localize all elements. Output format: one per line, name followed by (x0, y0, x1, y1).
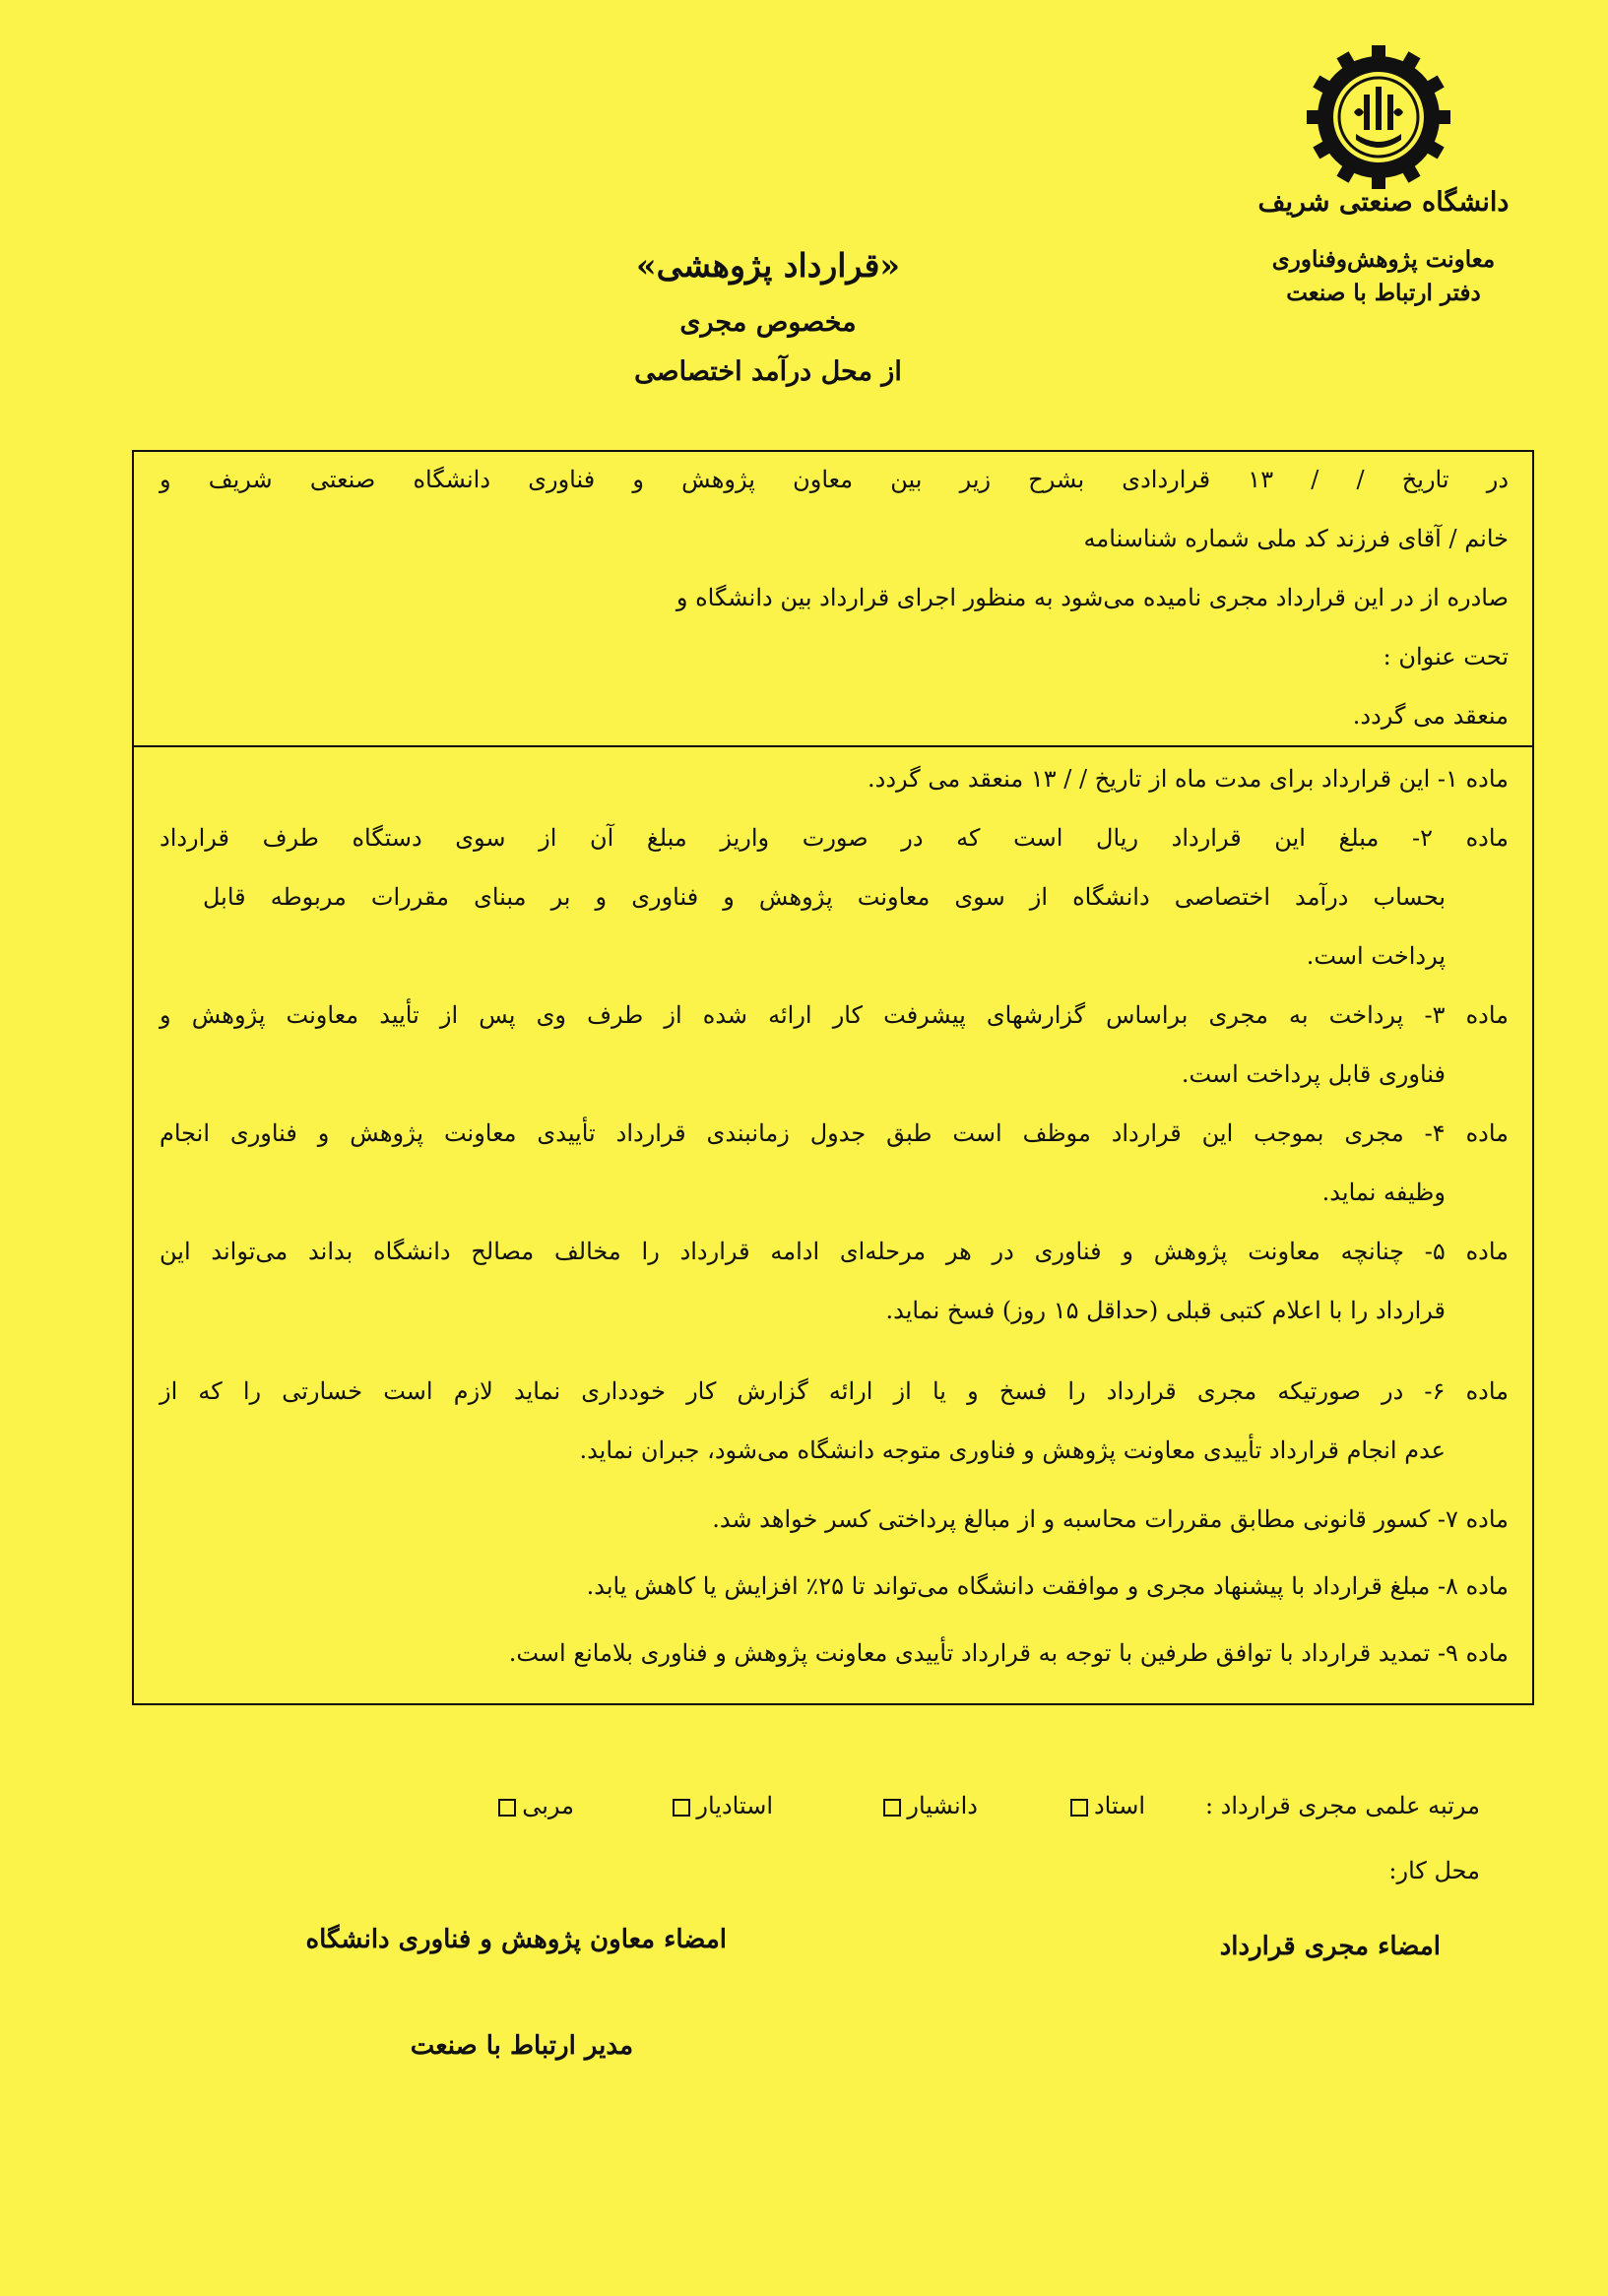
preamble-line: صادره از در این قرارداد مجری نامیده می‌شود به منظور اجرای قرارداد بین دانشگاه و (675, 584, 1509, 611)
preamble-line: تحت عنوان : (1383, 643, 1509, 670)
rank-option-label: استاد (1093, 1792, 1145, 1819)
box-divider (134, 745, 1532, 747)
article-1: ماده ۱- این قرارداد برای مدت ماه از تاریخ / / ۱۳ منعقد می گردد. (868, 765, 1509, 793)
checkbox-assistant[interactable] (673, 1799, 690, 1817)
rank-option-professor[interactable] (1064, 1792, 1145, 1819)
office-name: دفتر ارتباط با صنعت (1286, 280, 1481, 306)
rank-label: مرتبه علمی مجری قرارداد : (1204, 1792, 1480, 1819)
preamble-line: در تاریخ / / ۱۳ قراردادی بشرح زیر بین معاون پژوهش و فناوری دانشگاه صنعتی شریف و (160, 466, 1509, 493)
contract-box (132, 450, 1534, 1705)
rank-option-assistant[interactable] (667, 1792, 773, 1819)
university-logo-icon (1305, 43, 1452, 191)
article-7: ماده ۷- کسور قانونی مطابق مقررات محاسبه و از مبالغ پرداختی کسر خواهد شد. (712, 1505, 1509, 1533)
executor-signature-label: امضاء مجری قرارداد (1219, 1932, 1441, 1961)
article-3: ماده ۳- پرداخت به مجری براساس گزارشهای پیشرفت کار ارائه شده از طرف وی پس از تأیید معاونت پژوهش و (160, 1001, 1509, 1029)
preamble-line: خانم / آقای فرزند کد ملی شماره شناسنامه (1083, 525, 1509, 552)
document-title: «قرارداد پژوهشی» (635, 246, 901, 285)
rank-option-label: استادیار (696, 1792, 773, 1819)
document-subtitle: مخصوص مجری (679, 307, 857, 338)
rank-option-instructor[interactable] (492, 1792, 574, 1819)
article-5-cont: قرارداد را با اعلام کتبی قبلی (حداقل ۱۵ روز) فسخ نماید. (885, 1297, 1446, 1324)
rank-option-associate[interactable] (877, 1792, 978, 1819)
article-9: ماده ۹- تمدید قرارداد با توافق طرفین با توجه به قرارداد تأییدی معاونت پژوهش و فناوری بلامانع است. (508, 1639, 1509, 1667)
article-6-cont: عدم انجام قرارداد تأییدی معاونت پژوهش و فناوری متوجه دانشگاه می‌شود، جبران نماید. (579, 1436, 1446, 1464)
preamble-line: منعقد می گردد. (1352, 702, 1509, 730)
article-2-cont: پرداخت است. (1306, 942, 1446, 970)
article-8: ماده ۸- مبلغ قرارداد با پیشنهاد مجری و موافقت دانشگاه می‌تواند تا ۲۵٪ افزایش یا کاهش یابد. (586, 1572, 1509, 1600)
rank-option-label: دانشیار (907, 1792, 978, 1819)
article-4: ماده ۴- مجری بموجب این قرارداد موظف است طبق جدول زمانبندی قرارداد تأییدی معاونت پژوهش و فناوری انجام (160, 1119, 1509, 1147)
article-5: ماده ۵- چنانچه معاونت پژوهش و فناوری در هر مرحله‌ای ادامه قرارداد را مخالف مصالح دانشگاه بداند می‌تواند این (160, 1238, 1509, 1265)
article-2-cont: بحساب درآمد اختصاصی دانشگاه از سوی معاونت پژوهش و فناوری و بر مبنای مقررات مربوطه قابل (203, 883, 1446, 911)
deputy-signature-label: امضاء معاون پژوهش و فناوری دانشگاه (305, 1925, 727, 1954)
deputy-name: معاونت پژوهش‌وفناوری (1271, 246, 1496, 273)
workplace-label: محل کار: (1388, 1857, 1480, 1884)
article-3-cont: فناوری قابل پرداخت است. (1181, 1060, 1446, 1088)
article-4-cont: وظیفه نماید. (1321, 1179, 1446, 1206)
checkbox-instructor[interactable] (498, 1799, 516, 1817)
university-name: دانشگاه صنعتی شریف (1257, 187, 1510, 218)
article-2: ماده ۲- مبلغ این قرارداد ریال است که در صورت واریز مبلغ آن از سوی دستگاه طرف قرارداد (160, 824, 1509, 852)
checkbox-professor[interactable] (1070, 1799, 1088, 1817)
checkbox-associate[interactable] (883, 1799, 901, 1817)
document-subtitle-funding: از محل درآمد اختصاصی (634, 356, 902, 387)
article-6: ماده ۶- در صورتیکه مجری قرارداد را فسخ و یا از ارائه گزارش کار خودداری نماید لازم است خسارتی را که از (160, 1377, 1509, 1405)
rank-option-label: مربی (522, 1792, 574, 1819)
manager-signature-label: مدیر ارتباط با صنعت (410, 2031, 633, 2061)
